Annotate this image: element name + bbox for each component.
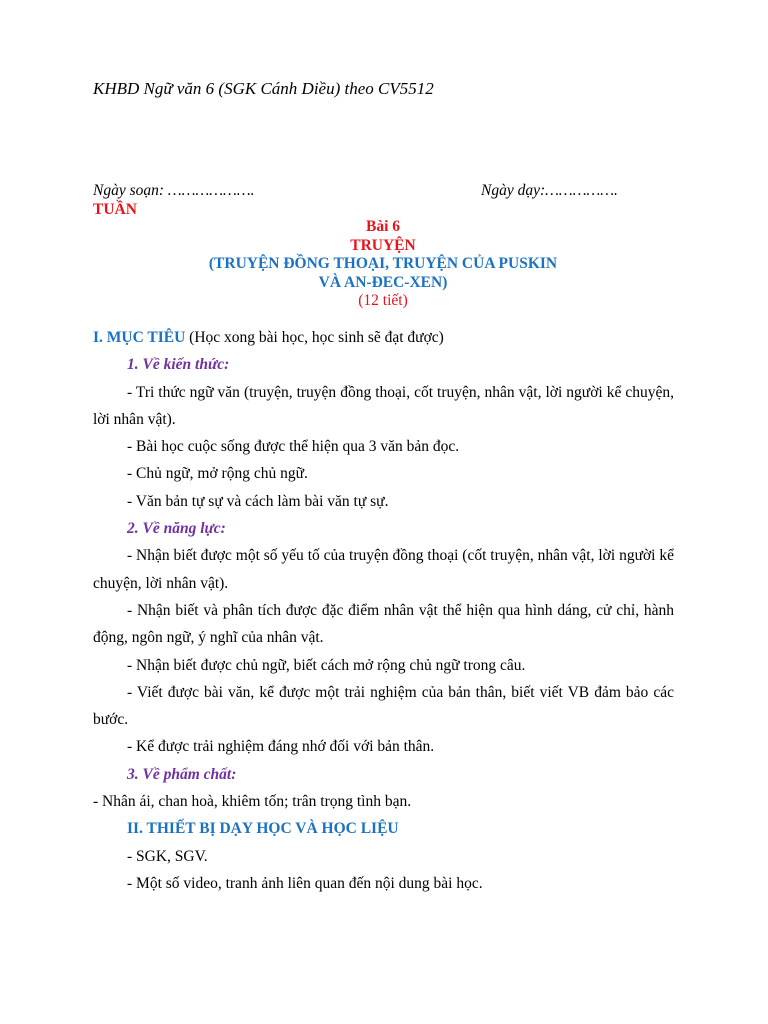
competence-item: - Kể được trải nghiệm đáng nhớ đối với bản thân. <box>127 738 435 756</box>
competence-item: - Nhận biết và phân tích được đặc điểm nhân vật thể hiện qua hình dáng, cử chỉ, hành động, ngôn ngữ, ý nghĩ của nhân vật. <box>93 601 674 647</box>
competence-item: - Viết được bài văn, kể được một trải nghiệm của bản thân, biết viết VB đảm bảo các bước. <box>93 683 674 729</box>
competence-item: - Nhận biết được một số yếu tố của truyện đồng thoại (cốt truyện, nhân vật, lời người kể chuyện, lời nhân vật). <box>93 547 674 592</box>
preparation-date: Ngày soạn: ………………. <box>93 182 255 199</box>
week-label: TUẦN <box>93 201 137 218</box>
lesson-subtitle-line2: VÀ AN-ĐEC-XEN) <box>318 273 448 291</box>
competence-title: 2. Về năng lực: <box>127 520 226 538</box>
teaching-date: Ngày dạy:……………. <box>481 182 618 199</box>
date-line <box>93 182 673 200</box>
quality-title: 3. Về phẩm chất: <box>127 765 237 783</box>
quality-item: - Nhân ái, chan hoà, khiêm tốn; trân trọng tình bạn. <box>93 793 412 811</box>
section2-item: - Một số video, tranh ảnh liên quan đến nội dung bài học. <box>127 874 483 892</box>
knowledge-item: - Chủ ngữ, mở rộng chủ ngữ. <box>127 465 308 483</box>
section2-heading: II. THIẾT BỊ DẠY HỌC VÀ HỌC LIỆU <box>127 820 399 838</box>
lesson-subtitle-line1: (TRUYỆN ĐỒNG THOẠI, TRUYỆN CỦA PUSKIN <box>208 255 558 272</box>
lesson-title-block <box>93 218 673 311</box>
section1-heading-line <box>93 324 674 351</box>
section1-heading: I. MỤC TIÊU <box>93 329 186 346</box>
document-header: KHBD Ngữ văn 6 (SGK Cánh Diều) theo CV5512 <box>93 79 434 98</box>
knowledge-item: - Tri thức ngữ văn (truyện, truyện đồng thoại, cốt truyện, nhân vật, lời người kể chuyện, lời nhân vật). <box>93 383 674 428</box>
lesson-periods: (12 tiết) <box>358 292 408 309</box>
competence-item: - Nhận biết được chủ ngữ, biết cách mở rộng chủ ngữ trong câu. <box>127 656 526 674</box>
knowledge-item: - Văn bản tự sự và cách làm bài văn tự sự. <box>127 492 389 510</box>
lesson-name: TRUYỆN <box>350 236 416 254</box>
knowledge-item: - Bài học cuộc sống được thể hiện qua 3 văn bản đọc. <box>127 438 460 456</box>
section1-heading-note: (Học xong bài học, học sinh sẽ đạt được) <box>185 329 444 346</box>
section2-item: - SGK, SGV. <box>127 847 208 865</box>
lesson-number: Bài 6 <box>365 218 401 235</box>
document-body <box>93 324 674 897</box>
knowledge-title: 1. Về kiến thức: <box>127 356 230 374</box>
